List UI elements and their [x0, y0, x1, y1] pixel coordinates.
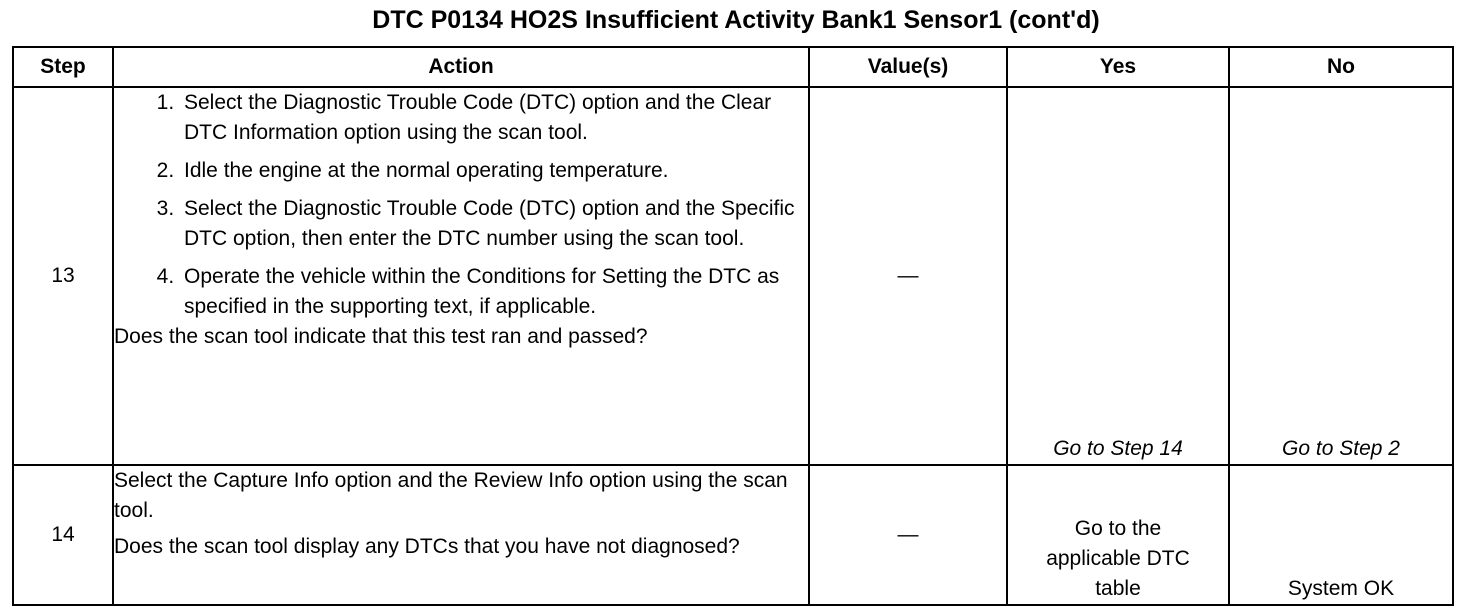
yes-cell: Go to Step 14	[1007, 87, 1229, 465]
header-action: Action	[113, 47, 809, 87]
no-cell: Go to Step 2	[1229, 87, 1453, 465]
action-question: Does the scan tool display any DTCs that you have not diagnosed?	[114, 535, 740, 558]
action-step: 1. Select the Diagnostic Trouble Code (DTC) option and the Clear DTC Information option using the scan tool.	[180, 88, 808, 148]
value-cell: —	[809, 87, 1007, 465]
table-header-row	[13, 47, 1453, 87]
action-step: 2. Idle the engine at the normal operating temperature.	[180, 156, 808, 186]
action-step: 4. Operate the vehicle within the Conditions for Setting the DTC as specified in the supporting text, if applicable.	[180, 262, 808, 322]
no-cell: System OK	[1229, 465, 1453, 605]
action-cell	[113, 87, 809, 465]
action-text: Select the Capture Info option and the Review Info option using the scan tool.	[114, 469, 788, 522]
step-number: 13	[13, 87, 113, 465]
action-step: 3. Select the Diagnostic Trouble Code (DTC) option and the Specific DTC option, then enter the DTC number using the scan tool.	[180, 194, 808, 254]
action-steps-list	[114, 88, 808, 322]
diagnostic-table	[12, 46, 1454, 606]
header-yes: Yes	[1007, 47, 1229, 87]
value-cell: —	[809, 465, 1007, 605]
yes-cell: Go to the applicable DTC table	[1007, 465, 1229, 605]
action-cell	[113, 465, 809, 605]
step-number: 14	[13, 465, 113, 605]
header-step: Step	[13, 47, 113, 87]
action-question: Does the scan tool indicate that this test ran and passed?	[114, 325, 648, 348]
header-no: No	[1229, 47, 1453, 87]
table-row	[13, 465, 1453, 605]
header-values: Value(s)	[809, 47, 1007, 87]
page-title: DTC P0134 HO2S Insufficient Activity Bank1 Sensor1 (cont'd)	[372, 6, 1100, 34]
table-row	[13, 87, 1453, 465]
